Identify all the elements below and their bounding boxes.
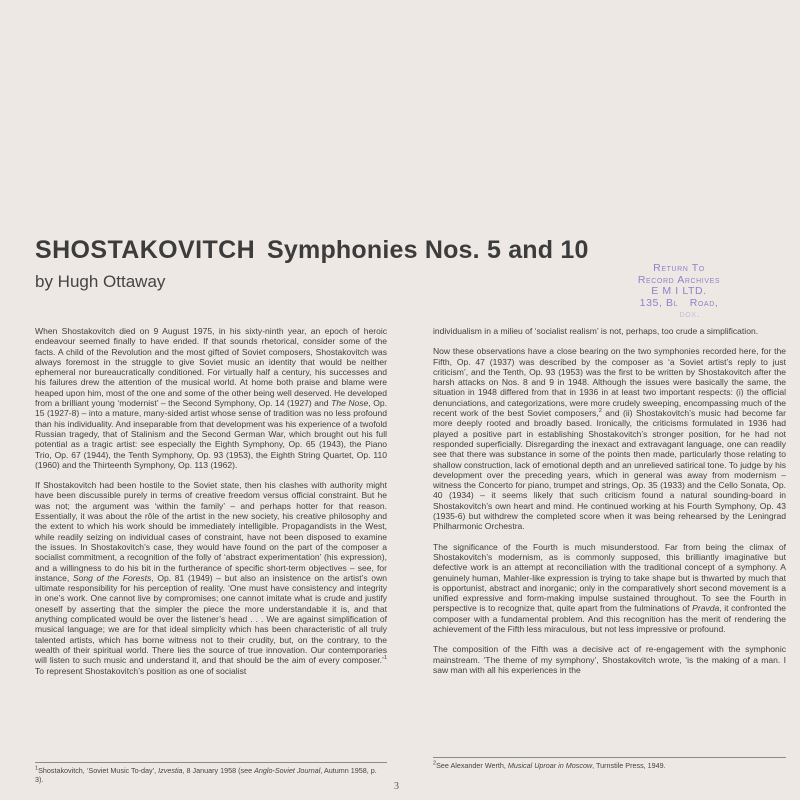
text-run: When Shostakovitch died on 9 August 1975, in his sixty-ninth year, an epoch of heroic endeavour seemed finally to have ended. If that sounds rhetorical, consider some of the facts. A child of the Revolution and the most gifted of Soviet composers, Shostakovitch was always foremost in the struggle to give Soviet music an identity that would be neither ephemeral nor bureaucratically conditioned. For virtually half a century, his successes and his failures drew the attention of the musical world. At home both praise and blame were heaped upon him, most of the one and some of the other being well deserved. He developed from a brilliant young ‘modernist’ – the Second Symphony, Op. 14 (1927) and [35, 326, 387, 409]
italic-title: Pravda [692, 603, 720, 614]
author-byline: by Hugh Ottaway [35, 272, 166, 291]
text-run: , Autumn 1958, p. 3). [35, 766, 377, 784]
text-run: , Op. 15 (1927-8) – into a mature, many-sided artist whose sense of tradition was no less profound than his individuality. And inseparable from that development was his experience of a twofold Russian tragedy, that of Stalinism and the Second German War, which brought out his full potential as a tragic artist: see especially the Eighth Symphony, Op. 65 (1943), the Piano Trio, Op. 67 (1944), the Tenth Symphony, Op. 93 (1953), the Eighth String Quartet, Op. 110 (1960) and the Thirteenth Symphony, Op. 113 (1962). [35, 398, 387, 470]
footnote-divider [433, 757, 786, 758]
left-column [35, 326, 387, 676]
text-run: The composition of the Fifth was a decisive act of re-engagement with the symphonic mainstream. ‘The theme of my symphony’, Shostakovitch wrote, ‘is the making of a man. I saw man with all his experiences in the [433, 644, 786, 675]
work-title: Symphonies Nos. 5 and 10 [267, 236, 589, 264]
italic-title: Anglo-Soviet Journal [254, 766, 321, 775]
text-run: See Alexander Werth, [436, 761, 508, 770]
text-run: To represent Shostakovitch’s position as one of socialist [35, 665, 247, 676]
stamp-line: Return To [653, 262, 705, 274]
stamp-line: Record Archives [637, 273, 721, 286]
stamp-line: 135, Bl Road, [639, 296, 719, 309]
composer-name: SHOSTAKOVITCH [35, 236, 256, 264]
footnote-divider [35, 762, 387, 763]
footnote-marker: 2 [598, 408, 602, 415]
text-run: and (ii) Shostakovitch’s music had become far more deeply rooted and broadly based. Ironically, the criticisms formulated in 1936 had played a positive part in establishing Shostakovitch’s stronger position, for he had not responded superficially. Disregarding the inexact and extravagant language, one can readily see that there was substance in some of the points then made, particularly those relating to shallow construction, lack of emotional depth and an unrelieved satirical tone. To judge by his development over the preceding years, which in general was away from modernism – witness the Concerto for piano, trumpet and strings, Op. 35 (1933) and the Cello Sonata, Op. 40 (1934) – it seems likely that such criticism found a natural sounding-board in Shostakovitch’s own heart and mind. He continued working at his Fourth Symphony, Op. 43 (1935-6) but withdrew the completed score when it was being rehearsed by the Leningrad Philharmonic Orchestra. [433, 408, 787, 532]
page-number: 3 [394, 781, 399, 792]
paragraph [433, 346, 786, 531]
text-run: individualism in a milieu of ‘socialist realism’ is not, perhaps, too crude a simplification. [433, 326, 759, 336]
italic-title: The Nose [331, 398, 369, 409]
archive-stamp [604, 263, 754, 321]
paragraph [433, 542, 786, 635]
text-run: If Shostakovitch had been hostile to the Soviet state, then his clashes with authority might have been discussible purely in terms of creative freedom versus official constraint. But he was not; the argument was ‘within the family’ – and perhaps hotter for that reason. Essentially, it was about the rôle of the artist in the new society, his creative philosophy and the extent to which his work should be immediately intelligible. Propagandists in the West, while readily seizing on individual cases of constraint, have not been disposed to examine the issues. In Shostakovitch’s case, they would have found on the part of the composer a socialist commitment, a recognition of the folly of ‘abstract experimentation’ (his expression), and a willingness to do his bit in the furtherance of specific short-term objectives – see, for instance, [35, 480, 387, 583]
paragraph [35, 480, 387, 676]
stamp-line: dox. [657, 308, 701, 320]
footnote-1 [35, 766, 387, 784]
footnote-marker: 1 [35, 765, 39, 772]
page-title [35, 236, 589, 265]
italic-title: Musical Uproar in Moscow [507, 761, 593, 770]
text-run: The significance of the Fourth is much misunderstood. Far from being the climax of Shostakovitch’s modernism, as is commonly supposed, this brilliantly imaginative but defective work is an attempt at reconciliation with the traditional concept of a symphony. A genuinely human, Mahler-like expression is trying to take shape but is thwarted by much that is opportunist, abstract and inorganic; only in the comparatively short second movement is a unified expressive and form-making impulse sustained throughout. To see the Fourth in perspective is to recognize that, quite apart from the fulminations of [433, 541, 786, 614]
text-run: , it confronted the composer with a fundamental problem. And this recognition has the merit of rendering the achievement of the Fifth less miraculous, but not less impressive or profound. [433, 603, 787, 635]
paragraph [35, 326, 387, 470]
footnote-marker: 1 [383, 655, 387, 662]
text-run: , Op. 81 (1949) – but also an insistence on the artist’s own ultimate responsibility for his perception of reality. ‘One must have consistency and integrity in one’s work. One cannot live by compromises; one cannot imitate what is crude and justify oneself by asserting that the simpler the piece the more understandable it is, and that anything complicated would be over the listener’s head . . . We are against simplification of musical language; we are for that ideal simplicity which has been characteristic of all truly talented artists, which has borne witness not to their crudity, but, on the contrary, to the wealth of their spiritual world. There lies the source of true innovation. Our contemporaries will listen to such music and understand it, and that should be the aim of every composer.’ [35, 572, 387, 666]
text-run: , Turnstile Press, 1949. [592, 761, 666, 770]
paragraph [433, 644, 786, 675]
stamp-line: E M I LTD. [651, 285, 707, 297]
footnote-2 [433, 761, 786, 770]
italic-title: Izvestia [158, 766, 183, 775]
footnote-marker: 2 [433, 760, 437, 767]
text-run: , 8 January 1958 (see [182, 766, 255, 775]
text-run: Shostakovitch, ‘Soviet Music To-day’, [38, 766, 159, 775]
text-run: Now these observations have a close bearing on the two symphonies recorded here, for the Fifth, Op. 47 (1937) was described by the composer as ‘a Soviet artist’s reply to just criticism’, and the Tenth, Op. 93 (1953) was the first to be written by Shostakovitch after the harsh attacks on Nos. 8 and 9 in 1948. Although the issues were basically the same, the situation in 1948 differed from that in 1936 in at least two important respects: (i) the official denunciations, and categorizations, were more crudely sweeping, encompassing much of the recent work of the best Soviet composers, [433, 346, 786, 419]
paragraph [433, 326, 786, 336]
italic-title: Song of the Forests [72, 572, 152, 583]
right-column [433, 326, 786, 675]
